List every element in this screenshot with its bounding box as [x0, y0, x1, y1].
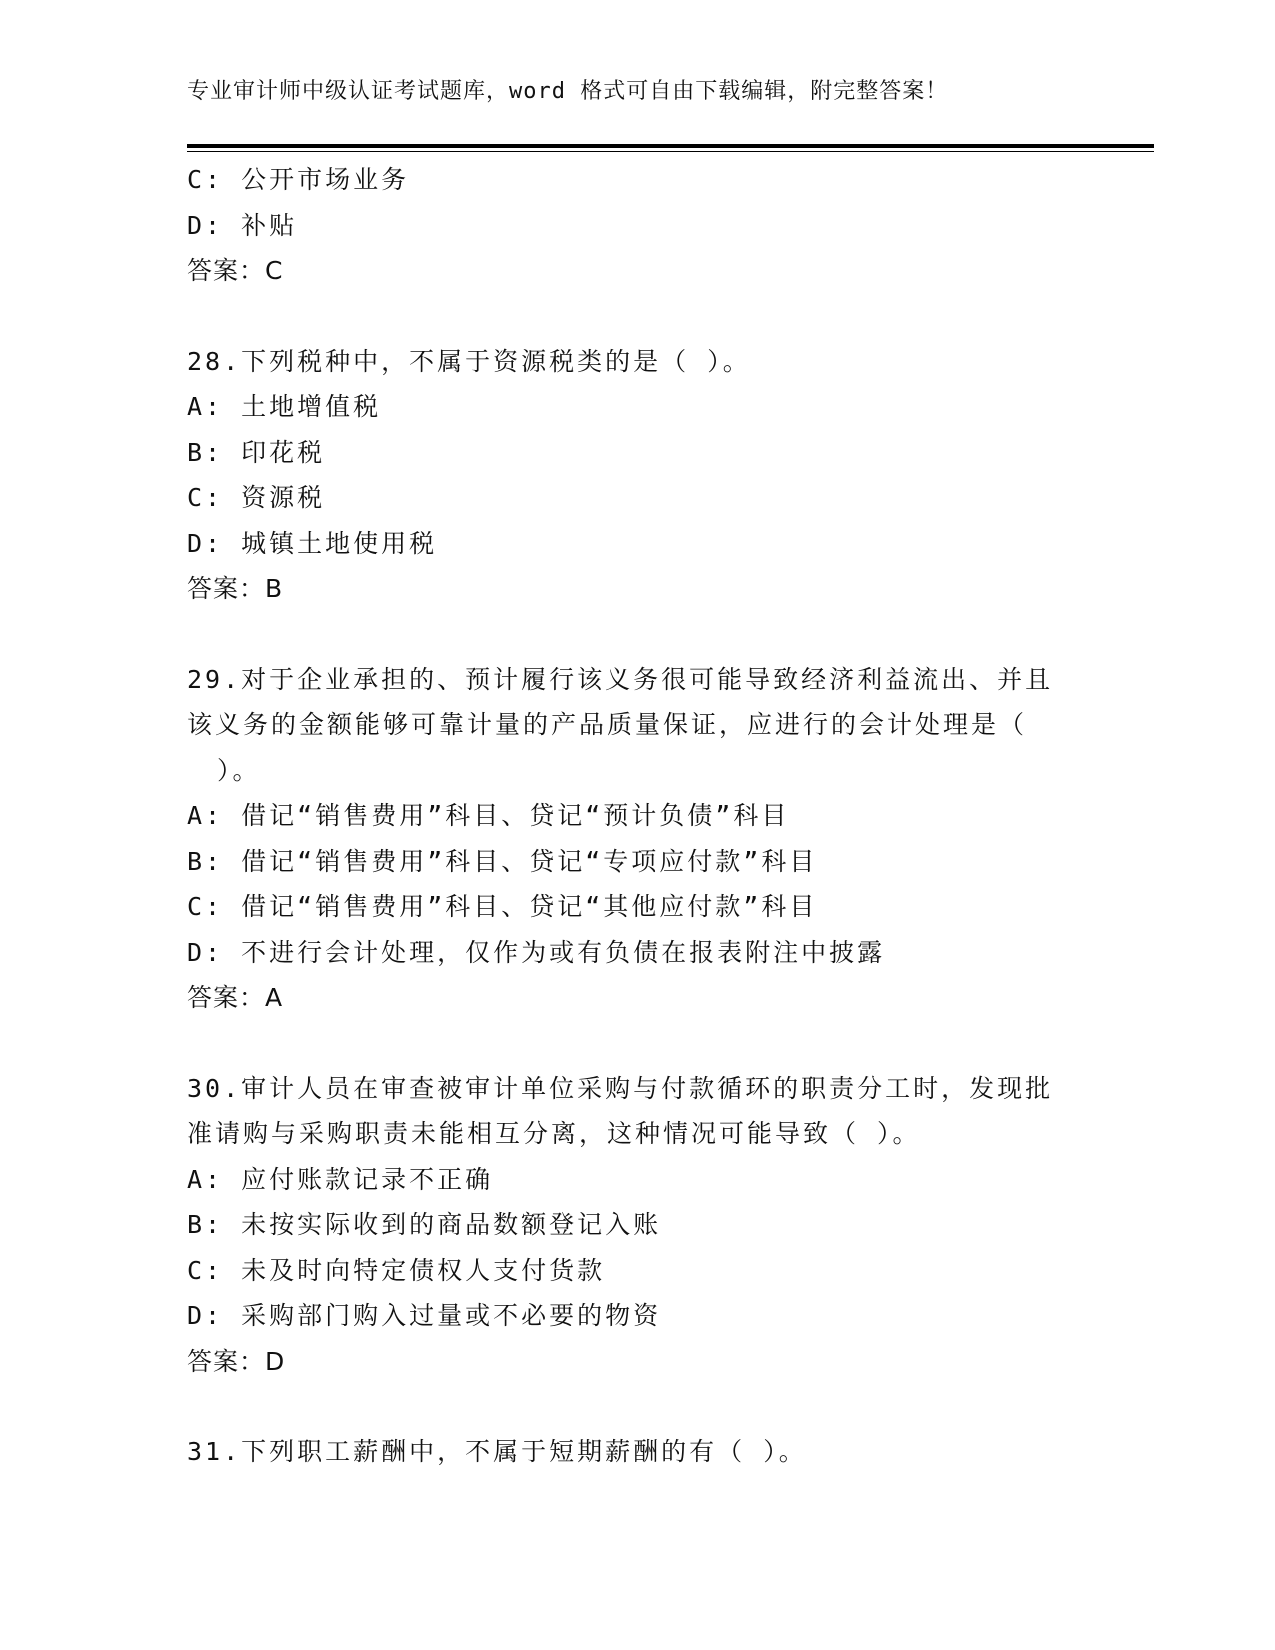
option-b: B: 未按实际收到的商品数额登记入账: [187, 1210, 662, 1239]
question-stem: 准请购与采购职责未能相互分离，这种情况可能导致（ ）。: [187, 1119, 921, 1148]
page-header: 专业审计师中级认证考试题库，word 格式可自由下载编辑，附完整答案！: [187, 79, 949, 104]
option-d: D: 城镇土地使用税: [187, 528, 438, 558]
option-d: D: 采购部门购入过量或不必要的物资: [187, 1301, 662, 1330]
header-rule-thin: [187, 151, 1154, 152]
question-stem: 29.对于企业承担的、预计履行该义务很可能导致经济利益流出、并且: [187, 664, 1054, 694]
question-27-continued: [187, 157, 1087, 294]
question-stem: 30.审计人员在审查被审计单位采购与付款循环的职责分工时，发现批: [187, 1073, 1054, 1103]
option-c: C: 未及时向特定债权人支付货款: [187, 1255, 606, 1285]
option-c: C: 公开市场业务: [187, 165, 410, 194]
question-30: [187, 1066, 1087, 1385]
header-rule-thick: [187, 144, 1154, 148]
question-31: [187, 1429, 1087, 1475]
question-stem: 该义务的金额能够可靠计量的产品质量保证，应进行的会计处理是（: [187, 710, 1028, 739]
option-a: A: 借记“销售费用”科目、贷记“预计负债”科目: [187, 801, 790, 830]
option-b: B: 印花税: [187, 437, 326, 467]
answer: 答案：A: [187, 983, 284, 1012]
option-d: D: 补贴: [187, 210, 298, 240]
option-a: A: 应付账款记录不正确: [187, 1164, 494, 1194]
question-29: [187, 657, 1087, 1021]
question-stem: 31.下列职工薪酬中，不属于短期薪酬的有（ ）。: [187, 1437, 807, 1466]
option-d: D: 不进行会计处理，仅作为或有负债在报表附注中披露: [187, 937, 886, 967]
question-stem: ）。: [217, 755, 261, 785]
option-b: B: 借记“销售费用”科目、贷记“专项应付款”科目: [187, 846, 818, 876]
option-c: C: 借记“销售费用”科目、贷记“其他应付款”科目: [187, 892, 818, 921]
option-a: A: 土地增值税: [187, 392, 382, 421]
question-28: [187, 339, 1087, 612]
answer: 答案：D: [187, 1346, 286, 1376]
question-list: [187, 157, 1087, 1475]
option-c: C: 资源税: [187, 483, 326, 512]
question-stem: 28.下列税种中，不属于资源税类的是（ ）。: [187, 346, 751, 376]
answer: 答案：B: [187, 574, 284, 603]
answer: 答案：C: [187, 256, 284, 285]
